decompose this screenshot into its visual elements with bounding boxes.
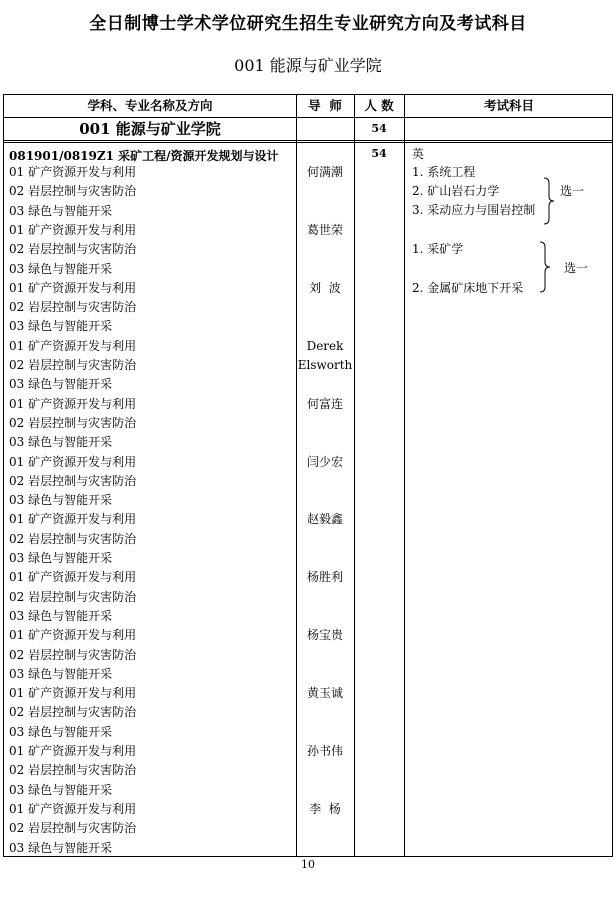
advisor-name: 葛世荣 (306, 222, 343, 237)
direction-row: 02 岩层控制与灾害防治 (9, 242, 137, 257)
direction-row: 01 矿产资源开发与利用 (9, 801, 137, 816)
advisor-name: Derek (306, 338, 344, 353)
direction-row: 01 矿产资源开发与利用 (9, 280, 137, 295)
direction-row: 01 矿产资源开发与利用 (9, 338, 137, 353)
header-subject: 学科、专业名称及方向 (87, 98, 213, 113)
major-count: 54 (371, 147, 387, 160)
direction-row: 03 绿色与智能开采 (9, 666, 113, 681)
brace-icon (542, 177, 556, 225)
advisor-name: 李 杨 (309, 801, 341, 816)
major-name: 081901/0819Z1 采矿工程/资源开发规划与设计 (9, 149, 279, 163)
direction-row: 01 矿产资源开发与利用 (9, 570, 137, 585)
college-name: 001 能源与矿业学院 (79, 120, 221, 138)
direction-row: 02 岩层控制与灾害防治 (9, 589, 137, 604)
direction-row: 03 绿色与智能开采 (9, 840, 113, 855)
direction-row: 01 矿产资源开发与利用 (9, 512, 137, 527)
college-count: 54 (371, 122, 387, 135)
brace-icon (538, 241, 552, 293)
exam-item: 2. 矿山岩石力学 (412, 184, 500, 198)
direction-row: 03 绿色与智能开采 (9, 782, 113, 797)
direction-row: 03 绿色与智能开采 (9, 435, 113, 450)
direction-row: 03 绿色与智能开采 (9, 493, 113, 508)
direction-row: 01 矿产资源开发与利用 (9, 454, 137, 469)
exam-item: 2. 金属矿床地下开采 (412, 281, 524, 295)
advisor-name: 何满潮 (306, 165, 343, 179)
direction-row: 01 矿产资源开发与利用 (9, 628, 137, 643)
direction-row: 01 矿产资源开发与利用 (9, 396, 137, 411)
advisor-name: 何富连 (306, 396, 343, 411)
direction-row: 03 绿色与智能开采 (9, 261, 113, 276)
page-number: 10 (301, 858, 315, 871)
direction-row: 01 矿产资源开发与利用 (9, 222, 137, 237)
page-subtitle: 001 能源与矿业学院 (234, 56, 382, 75)
direction-row: 02 岩层控制与灾害防治 (9, 300, 137, 315)
header-count: 人 数 (364, 98, 394, 113)
exam-item: 1. 系统工程 (412, 165, 476, 179)
direction-row: 02 岩层控制与灾害防治 (9, 531, 137, 546)
header-exam: 考试科目 (483, 98, 534, 113)
column-divider (354, 95, 355, 856)
direction-row: 02 岩层控制与灾害防治 (9, 763, 137, 778)
direction-row: 02 岩层控制与灾害防治 (9, 705, 137, 720)
exam-item: 3. 采动应力与围岩控制 (412, 203, 536, 217)
direction-row: 02 岩层控制与灾害防治 (9, 415, 137, 430)
exam-item: 1. 采矿学 (412, 242, 464, 256)
column-divider (404, 95, 405, 856)
direction-row: 03 绿色与智能开采 (9, 203, 113, 218)
exam-choice: 选一 (560, 184, 585, 198)
advisor-name: Elsworth (297, 358, 353, 372)
direction-row: 02 岩层控制与灾害防治 (9, 821, 137, 836)
direction-row: 02 岩层控制与灾害防治 (9, 473, 137, 488)
advisor-name: 孙书伟 (306, 744, 343, 758)
advisor-name: 赵毅鑫 (306, 512, 343, 527)
exam-choice: 选一 (564, 261, 589, 275)
direction-row: 03 绿色与智能开采 (9, 319, 113, 334)
direction-row: 02 岩层控制与灾害防治 (9, 647, 137, 662)
direction-row: 01 矿产资源开发与利用 (9, 686, 137, 701)
advisor-name: 杨宝贵 (306, 628, 343, 643)
exam-english: 英 (412, 147, 425, 161)
header-advisor: 导 师 (308, 98, 342, 113)
direction-row: 02 岩层控制与灾害防治 (9, 358, 137, 372)
direction-row: 03 绿色与智能开采 (9, 551, 113, 565)
page-title: 全日制博士学术学位研究生招生专业研究方向及考试科目 (89, 14, 527, 34)
direction-row: 01 矿产资源开发与利用 (9, 165, 137, 179)
direction-row: 03 绿色与智能开采 (9, 377, 113, 392)
advisor-name: 杨胜利 (306, 570, 343, 585)
advisor-name: 闫少宏 (306, 454, 343, 469)
advisor-name: 黄玉诚 (306, 686, 343, 701)
direction-row: 03 绿色与智能开采 (9, 608, 113, 623)
advisor-name: 刘 波 (309, 280, 341, 295)
direction-row: 01 矿产资源开发与利用 (9, 744, 137, 758)
direction-row: 02 岩层控制与灾害防治 (9, 184, 137, 199)
direction-row: 03 绿色与智能开采 (9, 724, 113, 739)
admissions-table (3, 94, 613, 857)
